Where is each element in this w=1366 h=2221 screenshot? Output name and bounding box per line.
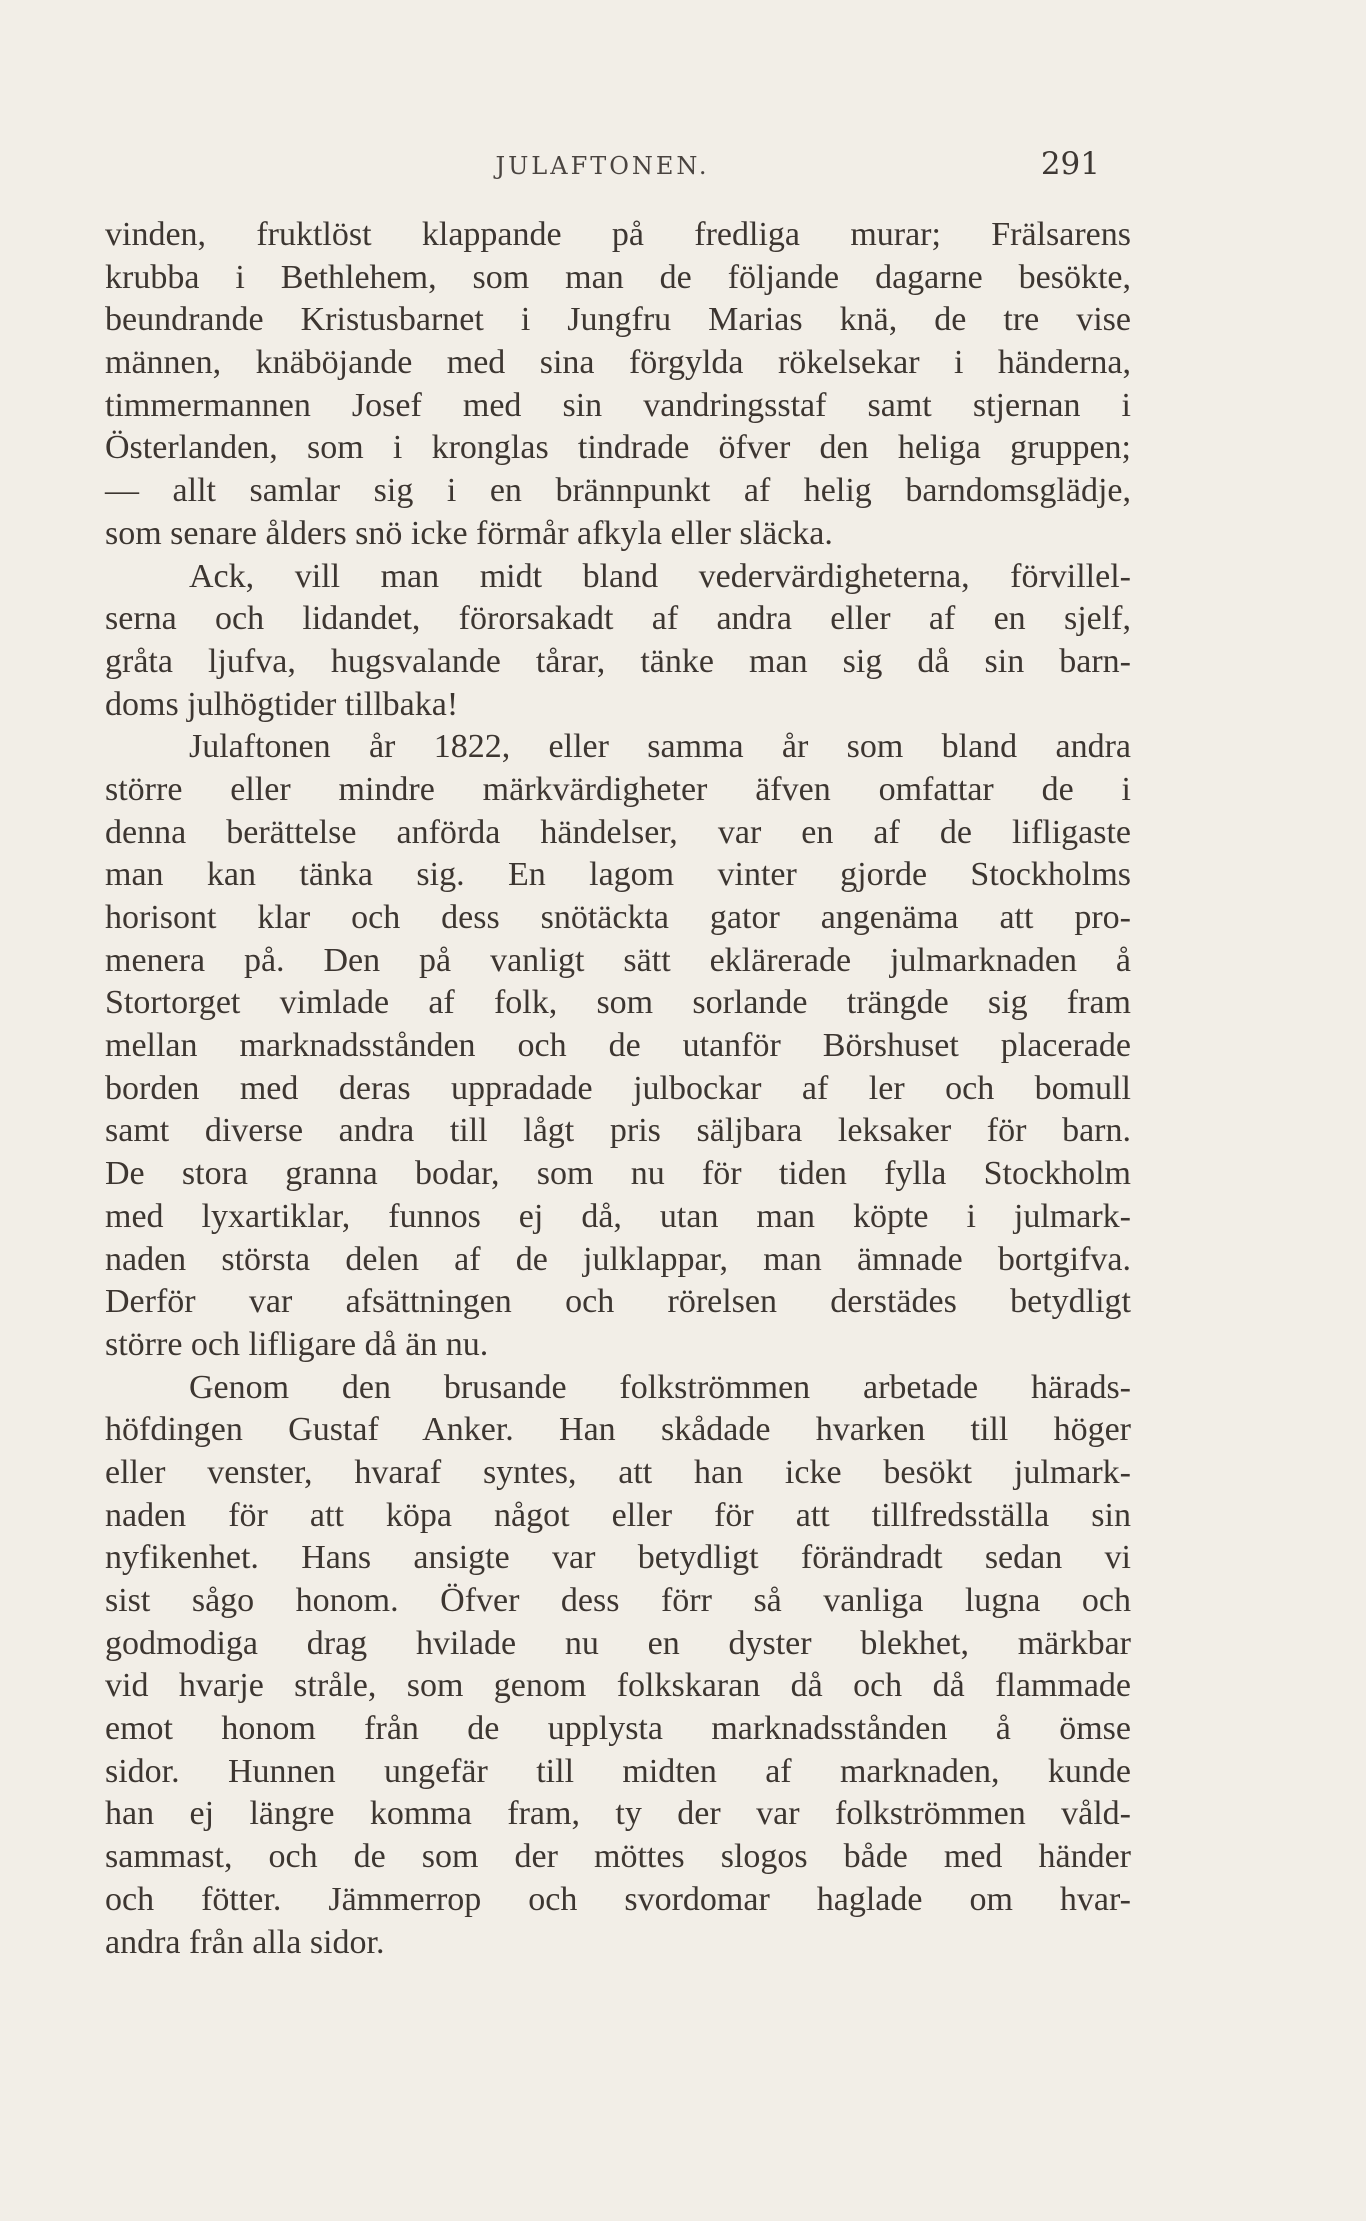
text-line: menera på. Den på vanligt sätt eklärerade julmarknaden å bbox=[105, 941, 1131, 979]
text-line: större eller mindre märkvärdigheter äfven omfattar de i bbox=[105, 770, 1131, 808]
text-line: mellan marknadsstånden och de utanför Börshuset placerade bbox=[105, 1027, 1131, 1065]
text-line: Ack, vill man midt bland vedervärdigheterna, förvillel- bbox=[189, 557, 1131, 595]
text-line: krubba i Bethlehem, som man de följande dagarne besökte, bbox=[105, 258, 1131, 296]
text-line: gråta ljufva, hugsvalande tårar, tänke man sig då sin barn- bbox=[105, 642, 1131, 680]
text-line: större och lifligare då än nu. bbox=[105, 1325, 489, 1363]
text-line: sidor. Hunnen ungefär till midten af marknaden, kunde bbox=[105, 1752, 1131, 1790]
text-line: godmodiga drag hvilade nu en dyster blekhet, märkbar bbox=[105, 1624, 1131, 1662]
text-line: timmermannen Josef med sin vandringsstaf samt stjernan i bbox=[105, 386, 1131, 424]
text-line: han ej längre komma fram, ty der var folkströmmen våld- bbox=[105, 1795, 1131, 1833]
text-line: samt diverse andra till lågt pris säljbara leksaker för barn. bbox=[105, 1112, 1131, 1150]
text-line: med lyxartiklar, funnos ej då, utan man köpte i julmark- bbox=[105, 1197, 1131, 1235]
text-line: Julaftonen år 1822, eller samma år som bland andra bbox=[189, 728, 1131, 766]
text-line: beundrande Kristusbarnet i Jungfru Marias knä, de tre vise bbox=[105, 301, 1131, 339]
text-line: sammast, och de som der möttes slogos både med händer bbox=[105, 1838, 1131, 1876]
text-line: Österlanden, som i kronglas tindrade öfver den heliga gruppen; bbox=[105, 429, 1131, 467]
text-line: höfdingen Gustaf Anker. Han skådade hvarken till höger bbox=[105, 1411, 1131, 1449]
text-line: De stora granna bodar, som nu för tiden fylla Stockholm bbox=[105, 1155, 1131, 1193]
running-title: JULAFTONEN. bbox=[495, 152, 710, 180]
text-line: borden med deras uppradade julbockar af ler och bomull bbox=[105, 1069, 1131, 1107]
text-line: horisont klar och dess snötäckta gator angenäma att pro- bbox=[105, 899, 1131, 936]
text-line: sist sågo honom. Öfver dess förr så vanliga lugna och bbox=[105, 1582, 1131, 1619]
text-line: serna och lidandet, förorsakadt af andra eller af en sjelf, bbox=[105, 600, 1131, 638]
text-line: emot honom från de upplysta marknadsstånden å ömse bbox=[105, 1710, 1131, 1748]
text-line: männen, knäböjande med sina förgylda rökelsekar i händerna, bbox=[105, 344, 1131, 382]
text-line: Derför var afsättningen och rörelsen derstädes betydligt bbox=[105, 1283, 1131, 1321]
text-line: vid hvarje stråle, som genom folkskaran då och då flammade bbox=[105, 1667, 1131, 1705]
text-line: vinden, fruktlöst klappande på fredliga murar; Frälsarens bbox=[105, 216, 1131, 253]
text-line: naden största delen af de julklappar, man ämnade bortgifva. bbox=[105, 1240, 1131, 1278]
text-line: Genom den brusande folkströmmen arbetade härads- bbox=[189, 1368, 1131, 1406]
text-line: — allt samlar sig i en brännpunkt af helig barndomsglädje, bbox=[105, 472, 1131, 510]
text-line: nyfikenhet. Hans ansigte var betydligt förändradt sedan vi bbox=[105, 1539, 1131, 1577]
text-line: naden för att köpa något eller för att tillfredsställa sin bbox=[105, 1496, 1131, 1534]
page-header bbox=[105, 146, 1100, 190]
text-line: man kan tänka sig. En lagom vinter gjorde Stockholms bbox=[105, 856, 1131, 894]
text-line: denna berättelse anförda händelser, var en af de lifligaste bbox=[105, 813, 1131, 851]
page-number: 291 bbox=[1040, 146, 1100, 182]
text-line: Stortorget vimlade af folk, som sorlande trängde sig fram bbox=[105, 984, 1131, 1022]
text-line: andra från alla sidor. bbox=[105, 1923, 385, 1961]
text-line: eller venster, hvaraf syntes, att han icke besökt julmark- bbox=[105, 1453, 1131, 1491]
text-line: doms julhögtider tillbaka! bbox=[105, 685, 459, 723]
text-line: och fötter. Jämmerrop och svordomar haglade om hvar- bbox=[105, 1880, 1131, 1918]
text-line: som senare ålders snö icke förmår afkyla eller släcka. bbox=[105, 514, 833, 552]
body-text bbox=[105, 214, 1131, 1964]
